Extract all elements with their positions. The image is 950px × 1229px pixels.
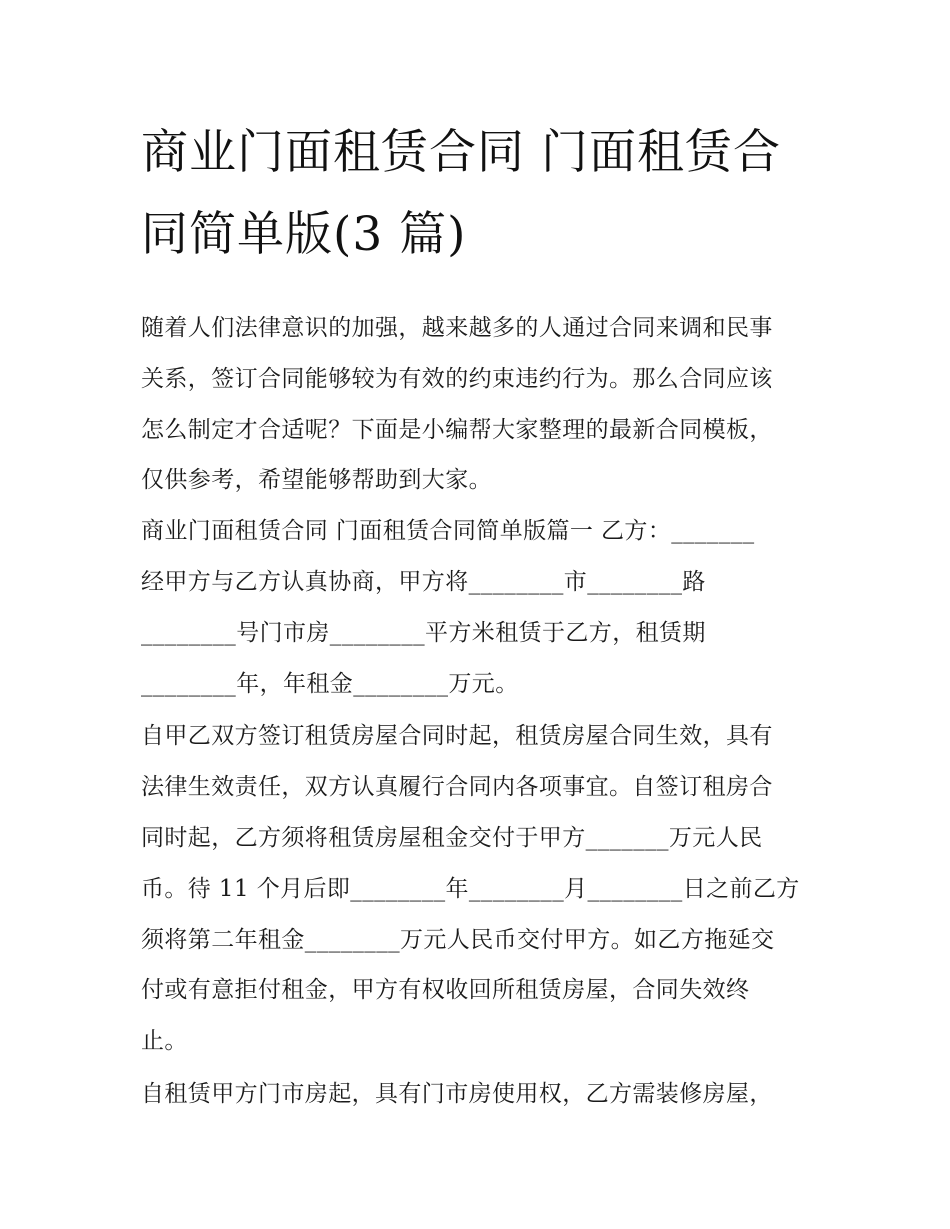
text-line: 止。 — [141, 1028, 188, 1055]
document-page — [141, 112, 816, 1120]
text-line: 商业门面租赁合同 门面租赁合同简单版篇一 乙方：_______ — [141, 518, 755, 545]
text-line: 付或有意拒付租金，甲方有权收回所租赁房屋，合同失效终 — [141, 977, 750, 1004]
text-line: ________号门市房________平方米租赁于乙方，租赁期 — [141, 619, 706, 646]
title-line: 同简单版(3 篇) — [141, 207, 467, 262]
contract-terms-paragraph — [141, 506, 816, 709]
rent-payment-paragraph — [141, 711, 816, 1067]
text-line: 怎么制定才合适呢？下面是小编帮大家整理的最新合同模板， — [141, 416, 773, 443]
text-line: 自租赁甲方门市房起，具有门市房使用权，乙方需装修房屋， — [141, 1080, 773, 1107]
text-line: 法律生效责任，双方认真履行合同内各项事宜。自签订租房合 — [141, 774, 773, 801]
text-line: 自甲乙双方签订租赁房屋合同时起，租赁房屋合同生效，具有 — [141, 723, 773, 750]
text-line: 仅供参考，希望能够帮助到大家。 — [141, 467, 492, 494]
text-line: 须将第二年租金________万元人民币交付甲方。如乙方拖延交 — [141, 926, 775, 953]
document-title — [141, 112, 816, 276]
text-line: ________年，年租金________万元。 — [141, 670, 519, 697]
text-line: 币。待 11 个月后即________年________月________日之前乙方 — [141, 875, 800, 902]
text-line: 经甲方与乙方认真协商，甲方将________市________路 — [141, 568, 706, 595]
usage-rights-paragraph — [141, 1069, 816, 1120]
text-line: 同时起，乙方须将租赁房屋租金交付于甲方_______万元人民 — [141, 824, 763, 851]
text-line: 关系，签订合同能够较为有效的约束违约行为。那么合同应该 — [141, 365, 773, 392]
title-line: 商业门面租赁合同 门面租赁合 — [141, 125, 781, 180]
text-line: 随着人们法律意识的加强，越来越多的人通过合同来调和民事 — [141, 315, 773, 341]
intro-paragraph — [141, 303, 816, 506]
